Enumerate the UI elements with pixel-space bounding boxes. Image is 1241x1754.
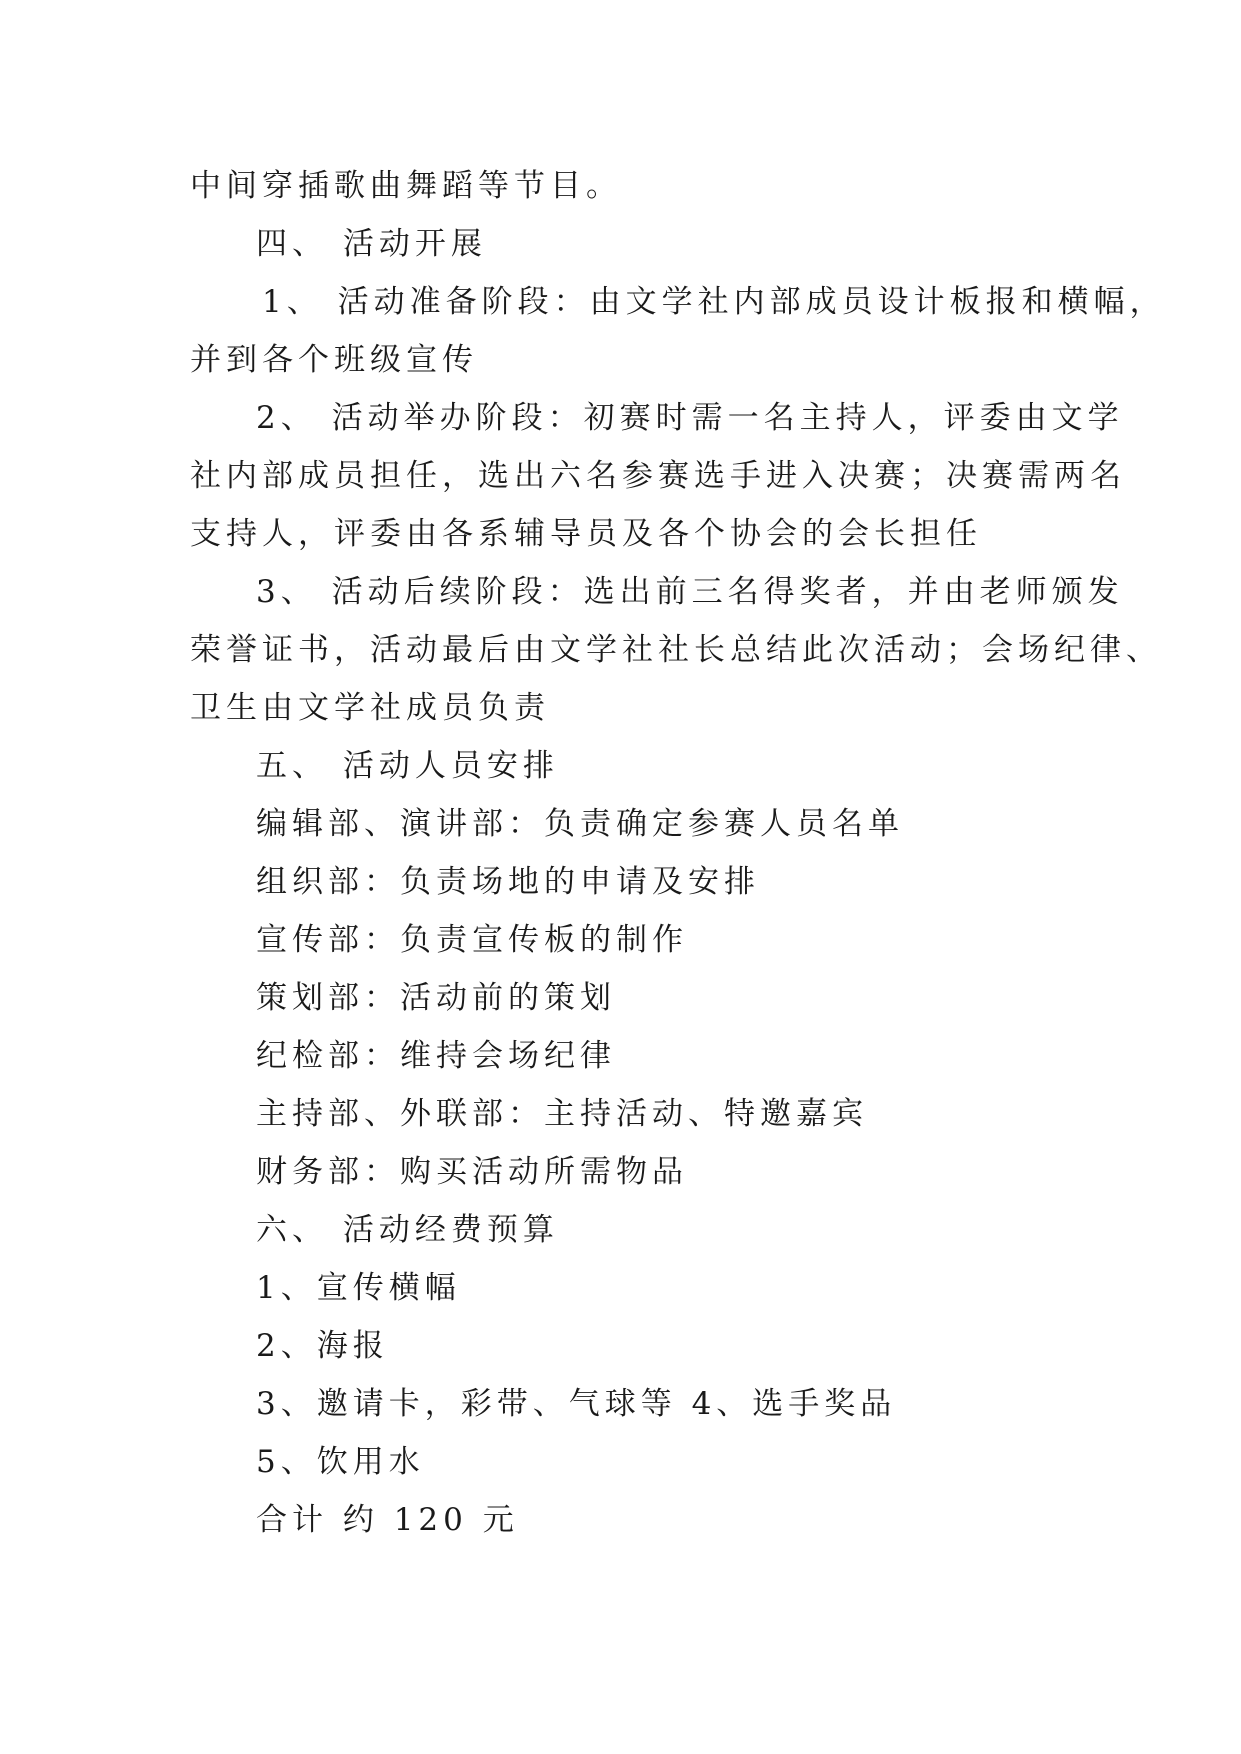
paragraph-line: 卫生由文学社成员负责	[190, 690, 550, 726]
budget-item: 3、邀请卡，彩带、气球等 4、选手奖品	[256, 1386, 897, 1422]
paragraph-line: 中间穿插歌曲舞蹈等节目。	[190, 168, 622, 204]
budget-item: 5、饮用水	[256, 1444, 425, 1480]
staff-line-discipline: 纪检部：维持会场纪律	[256, 1038, 616, 1074]
list-item-1-line: 1、 活动准备阶段：由文学社内部成员设计板报和横幅，	[262, 284, 1166, 320]
paragraph-line: 支持人，评委由各系辅导员及各个协会的会长担任	[190, 516, 982, 552]
staff-line-finance: 财务部：购买活动所需物品	[256, 1154, 688, 1190]
staff-line-publicity: 宣传部：负责宣传板的制作	[256, 922, 688, 958]
budget-total: 合计 约 120 元	[256, 1502, 519, 1538]
staff-line-hosting: 主持部、外联部：主持活动、特邀嘉宾	[256, 1096, 868, 1132]
budget-item: 1、宣传横幅	[256, 1270, 461, 1306]
section-heading-4: 四、 活动开展	[256, 226, 487, 262]
section-heading-5: 五、 活动人员安排	[256, 748, 559, 784]
budget-item: 2、海报	[256, 1328, 389, 1364]
list-item-2-line: 2、 活动举办阶段：初赛时需一名主持人，评委由文学	[256, 400, 1124, 436]
list-item-3-line: 3、 活动后续阶段：选出前三名得奖者，并由老师颁发	[256, 574, 1124, 610]
paragraph-line: 并到各个班级宣传	[190, 342, 478, 378]
section-heading-6: 六、 活动经费预算	[256, 1212, 559, 1248]
staff-line-planning: 策划部：活动前的策划	[256, 980, 616, 1016]
staff-line-editing: 编辑部、演讲部：负责确定参赛人员名单	[256, 806, 904, 842]
staff-line-organization: 组织部：负责场地的申请及安排	[256, 864, 760, 900]
paragraph-line: 荣誉证书，活动最后由文学社社长总结此次活动；会场纪律、	[190, 632, 1162, 668]
paragraph-line: 社内部成员担任，选出六名参赛选手进入决赛；决赛需两名	[190, 458, 1126, 494]
